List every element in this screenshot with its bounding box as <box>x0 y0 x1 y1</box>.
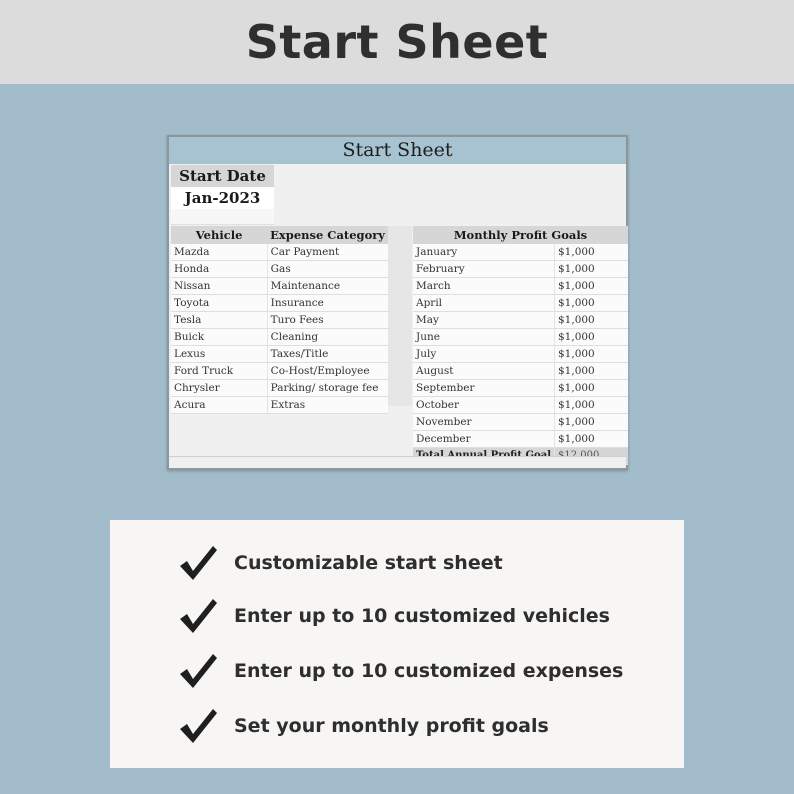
expense-cell[interactable]: Gas <box>267 261 388 278</box>
table-row <box>171 363 388 380</box>
vehicle-cell[interactable]: Tesla <box>171 312 267 329</box>
table-row <box>413 363 628 380</box>
table-row <box>413 312 628 329</box>
monthly-profit-goals-table <box>413 226 628 465</box>
expense-cell[interactable]: Maintenance <box>267 278 388 295</box>
goal-amount-cell[interactable]: $1,000 <box>555 380 629 397</box>
monthly-profit-goals-header: Monthly Profit Goals <box>413 226 628 244</box>
table-row <box>413 431 628 448</box>
table-row <box>171 346 388 363</box>
month-cell: October <box>413 397 555 414</box>
checkmark-icon <box>178 597 218 635</box>
spacer-column <box>388 226 412 406</box>
checkmark-icon <box>178 652 218 690</box>
table-row <box>171 261 388 278</box>
spreadsheet-preview <box>167 135 628 470</box>
feature-item <box>178 597 610 635</box>
goal-amount-cell[interactable]: $1,000 <box>555 261 629 278</box>
vehicle-cell[interactable]: Buick <box>171 329 267 346</box>
goal-amount-cell[interactable]: $1,000 <box>555 295 629 312</box>
month-cell: December <box>413 431 555 448</box>
table-row <box>413 244 628 261</box>
vehicle-cell[interactable]: Chrysler <box>171 380 267 397</box>
start-date-label: Start Date <box>171 165 274 187</box>
goal-amount-cell[interactable]: $1,000 <box>555 431 629 448</box>
table-row <box>413 397 628 414</box>
goal-amount-cell[interactable]: $1,000 <box>555 312 629 329</box>
sheet-footer <box>169 456 626 468</box>
table-row <box>413 295 628 312</box>
feature-text: Enter up to 10 customized expenses <box>234 660 624 682</box>
vehicle-cell[interactable]: Acura <box>171 397 267 414</box>
goal-amount-cell[interactable]: $1,000 <box>555 414 629 431</box>
goal-amount-cell[interactable]: $1,000 <box>555 329 629 346</box>
month-cell: January <box>413 244 555 261</box>
month-cell: September <box>413 380 555 397</box>
table-row <box>171 329 388 346</box>
expense-cell[interactable]: Extras <box>267 397 388 414</box>
table-row <box>413 261 628 278</box>
table-row <box>413 414 628 431</box>
table-row <box>171 380 388 397</box>
goal-amount-cell[interactable]: $1,000 <box>555 363 629 380</box>
feature-text: Customizable start sheet <box>234 552 503 574</box>
feature-item <box>178 544 503 582</box>
expense-category-header: Expense Category <box>267 226 388 244</box>
feature-text: Set your monthly profit goals <box>234 715 549 737</box>
goal-amount-cell[interactable]: $1,000 <box>555 278 629 295</box>
expense-cell[interactable]: Taxes/Title <box>267 346 388 363</box>
vehicle-cell[interactable]: Lexus <box>171 346 267 363</box>
expense-cell[interactable]: Insurance <box>267 295 388 312</box>
vehicle-cell[interactable]: Mazda <box>171 244 267 261</box>
month-cell: March <box>413 278 555 295</box>
table-row <box>171 295 388 312</box>
checkmark-icon <box>178 544 218 582</box>
goal-amount-cell[interactable]: $1,000 <box>555 397 629 414</box>
table-row <box>171 244 388 261</box>
table-row <box>413 278 628 295</box>
goal-amount-cell[interactable]: $1,000 <box>555 346 629 363</box>
table-row <box>413 346 628 363</box>
month-cell: April <box>413 295 555 312</box>
expense-cell[interactable]: Car Payment <box>267 244 388 261</box>
vehicle-cell[interactable]: Honda <box>171 261 267 278</box>
start-date-value[interactable]: Jan-2023 <box>171 187 274 209</box>
table-row <box>413 329 628 346</box>
vehicle-header: Vehicle <box>171 226 267 244</box>
sheet-title: Start Sheet <box>169 137 626 164</box>
goal-amount-cell[interactable]: $1,000 <box>555 244 629 261</box>
vehicle-cell[interactable]: Ford Truck <box>171 363 267 380</box>
expense-cell[interactable]: Parking/ storage fee <box>267 380 388 397</box>
month-cell: July <box>413 346 555 363</box>
title-banner <box>0 0 794 84</box>
month-cell: June <box>413 329 555 346</box>
feature-item <box>178 707 549 745</box>
table-row <box>413 380 628 397</box>
month-cell: May <box>413 312 555 329</box>
month-cell: November <box>413 414 555 431</box>
table-row <box>171 278 388 295</box>
expense-cell[interactable]: Cleaning <box>267 329 388 346</box>
vehicle-cell[interactable]: Toyota <box>171 295 267 312</box>
vehicle-expense-table <box>171 226 388 414</box>
page-title: Start Sheet <box>245 15 549 69</box>
feature-text: Enter up to 10 customized vehicles <box>234 605 610 627</box>
feature-item <box>178 652 623 690</box>
expense-cell[interactable]: Co-Host/Employee <box>267 363 388 380</box>
month-cell: February <box>413 261 555 278</box>
checkmark-icon <box>178 707 218 745</box>
features-panel <box>110 520 684 768</box>
expense-cell[interactable]: Turo Fees <box>267 312 388 329</box>
month-cell: August <box>413 363 555 380</box>
table-row <box>171 312 388 329</box>
vehicle-cell[interactable]: Nissan <box>171 278 267 295</box>
blank-cell <box>171 209 274 225</box>
table-row <box>171 397 388 414</box>
